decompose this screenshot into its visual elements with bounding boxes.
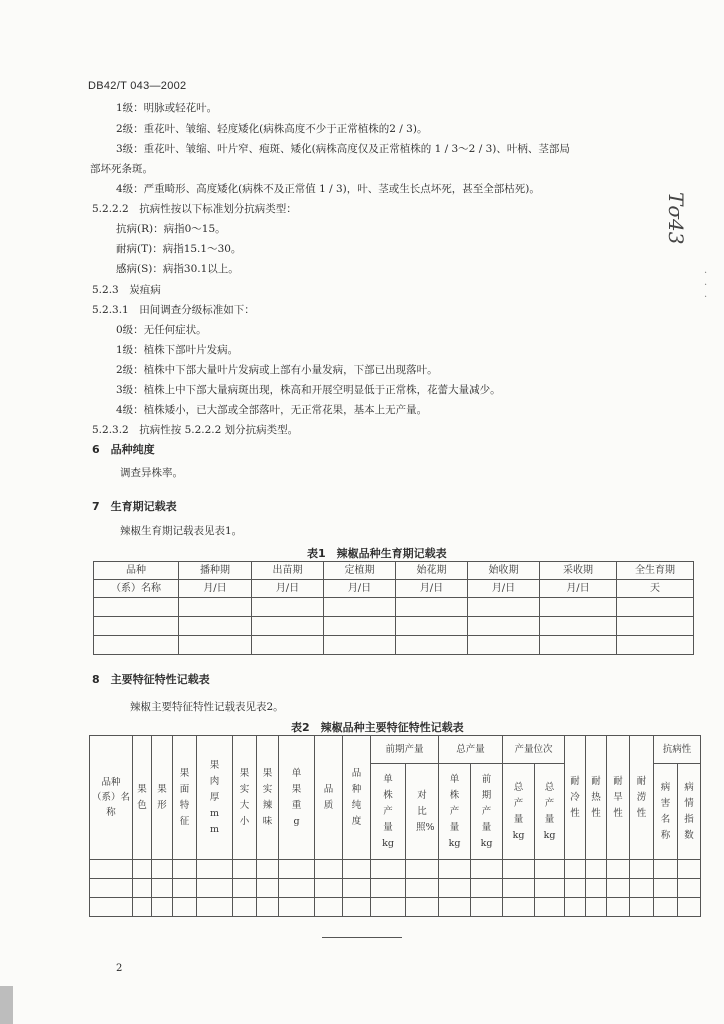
table-2-header: 果实辣味	[257, 736, 279, 860]
body-line: 耐病(T)：病指15.1～30。	[116, 243, 242, 255]
table-2-header: 果肉厚mm	[197, 736, 233, 860]
table-1-growth-period	[93, 561, 694, 655]
table-2-header: 耐热性	[586, 736, 607, 860]
clause-heading: 5.2.2.2 抗病性按以下标准划分抗病类型：	[92, 203, 297, 215]
body-line: 3级：重花叶、皱缩、叶片窄、疱斑、矮化(病株高度仅及正常植株的 1 / 3～2 / 3)、叶柄、茎部局	[116, 143, 570, 155]
table-2-header: 单果重g	[279, 736, 315, 860]
table-2-header: 果色	[133, 736, 152, 860]
margin-marks: · · ·	[704, 268, 708, 303]
table-1-unit: 月/日	[468, 580, 540, 598]
body-line: 0级：无任何症状。	[116, 324, 207, 336]
table-2-group-yield-rank: 产量位次	[503, 736, 565, 764]
body-line: 1级：明脉或轻花叶。	[116, 102, 218, 114]
table-1-header: 播种期	[179, 562, 252, 580]
table-row	[90, 879, 701, 898]
table-2-header: 耐旱性	[607, 736, 630, 860]
table-1-header: 定植期	[324, 562, 396, 580]
table-1-header: 出苗期	[252, 562, 324, 580]
document-code-header: DB42/T 043—2002	[88, 80, 187, 92]
body-line: 1级：植株下部叶片发病。	[116, 344, 239, 356]
table-2-group-resistance: 抗病性	[654, 736, 701, 764]
table-2-header: 耐涝性	[630, 736, 654, 860]
table-1-header: 采收期	[540, 562, 617, 580]
clause-heading: 5.2.3.1 田间调查分级标准如下：	[92, 304, 255, 316]
section-8-title: 8 主要特征特性记载表	[92, 673, 210, 686]
table-2-header: 单株产量kg	[439, 764, 471, 860]
table-2-header: 耐冷性	[565, 736, 586, 860]
section-7-text: 辣椒生育期记载表见表1。	[120, 525, 243, 537]
table-2-header: 病情指数	[678, 764, 701, 860]
body-line: 3级：植株上中下部大量病斑出现，株高和开展空明显低于正常株，花蕾大量减少。	[116, 384, 501, 396]
table-row	[90, 860, 701, 879]
table-1-caption: 表1 辣椒品种生育期记载表	[307, 547, 447, 560]
table-1-header: 始花期	[396, 562, 468, 580]
table-row	[94, 617, 694, 636]
handwritten-annotation: Tσ43	[664, 192, 688, 245]
table-row	[90, 898, 701, 917]
table-2-group-early-yield: 前期产量	[371, 736, 439, 764]
table-row	[94, 636, 694, 655]
clause-heading: 5.2.3 炭疽病	[92, 284, 161, 296]
table-1-unit: 天	[617, 580, 694, 598]
body-line: 感病(S)：病指30.1以上。	[116, 263, 239, 275]
table-2-header: 果实大小	[233, 736, 257, 860]
body-line: 2级：植株中下部大量叶片发病或上部有小量发病，下部已出现落叶。	[116, 364, 438, 376]
table-1-unit: 月/日	[324, 580, 396, 598]
section-7-title: 7 生育期记载表	[92, 500, 177, 513]
table-1-unit: 月/日	[179, 580, 252, 598]
clause-heading: 5.2.3.2 抗病性按 5.2.2.2 划分抗病类型。	[92, 424, 299, 436]
body-line: 抗病(R)：病指0～15。	[116, 223, 226, 235]
table-2-header: 品种纯度	[343, 736, 371, 860]
table-2-header-variety: 品种（系）名称	[90, 736, 133, 860]
table-1-unit: 月/日	[252, 580, 324, 598]
body-line: 4级：植株矮小，已大部或全部落叶，无正常花果，基本上无产量。	[116, 404, 428, 416]
table-2-group-total-yield: 总产量	[439, 736, 503, 764]
table-row	[94, 598, 694, 617]
body-line: 部坏死条斑。	[90, 163, 153, 175]
table-1-header: 始收期	[468, 562, 540, 580]
table-1-unit: （系）名称	[94, 580, 179, 598]
table-1-unit: 月/日	[540, 580, 617, 598]
page-number: 2	[116, 963, 123, 974]
table-2-header: 总产量kg	[503, 764, 535, 860]
table-2-caption: 表2 辣椒品种主要特征特性记载表	[291, 721, 464, 734]
table-1-header: 全生育期	[617, 562, 694, 580]
table-2-header: 品质	[315, 736, 343, 860]
table-2-main-characteristics	[89, 735, 701, 917]
section-6-title: 6 品种纯度	[92, 443, 155, 456]
table-1-header: 品种	[94, 562, 179, 580]
table-2-header: 前期产量kg	[471, 764, 503, 860]
body-line: 4级：严重畸形、高度矮化(病株不及正常值 1 / 3)，叶、茎或生长点坏死，甚至全部枯死)。	[116, 183, 540, 195]
table-2-header: 果形	[152, 736, 173, 860]
table-2-header: 果面特征	[173, 736, 197, 860]
end-separator-line	[322, 937, 402, 938]
table-2-header: 对比照%	[406, 764, 439, 860]
scan-margin-shadow	[0, 986, 13, 1024]
body-line: 2级：重花叶、皱缩、轻度矮化(病株高度不少于正常植株的2 / 3)。	[116, 123, 428, 135]
table-1-unit: 月/日	[396, 580, 468, 598]
section-8-text: 辣椒主要特征特性记载表见表2。	[130, 701, 284, 713]
section-6-text: 调查异株率。	[120, 467, 183, 479]
table-2-header: 总产量kg	[535, 764, 565, 860]
table-2-header: 病害名称	[654, 764, 678, 860]
table-2-header: 单株产量kg	[371, 764, 406, 860]
